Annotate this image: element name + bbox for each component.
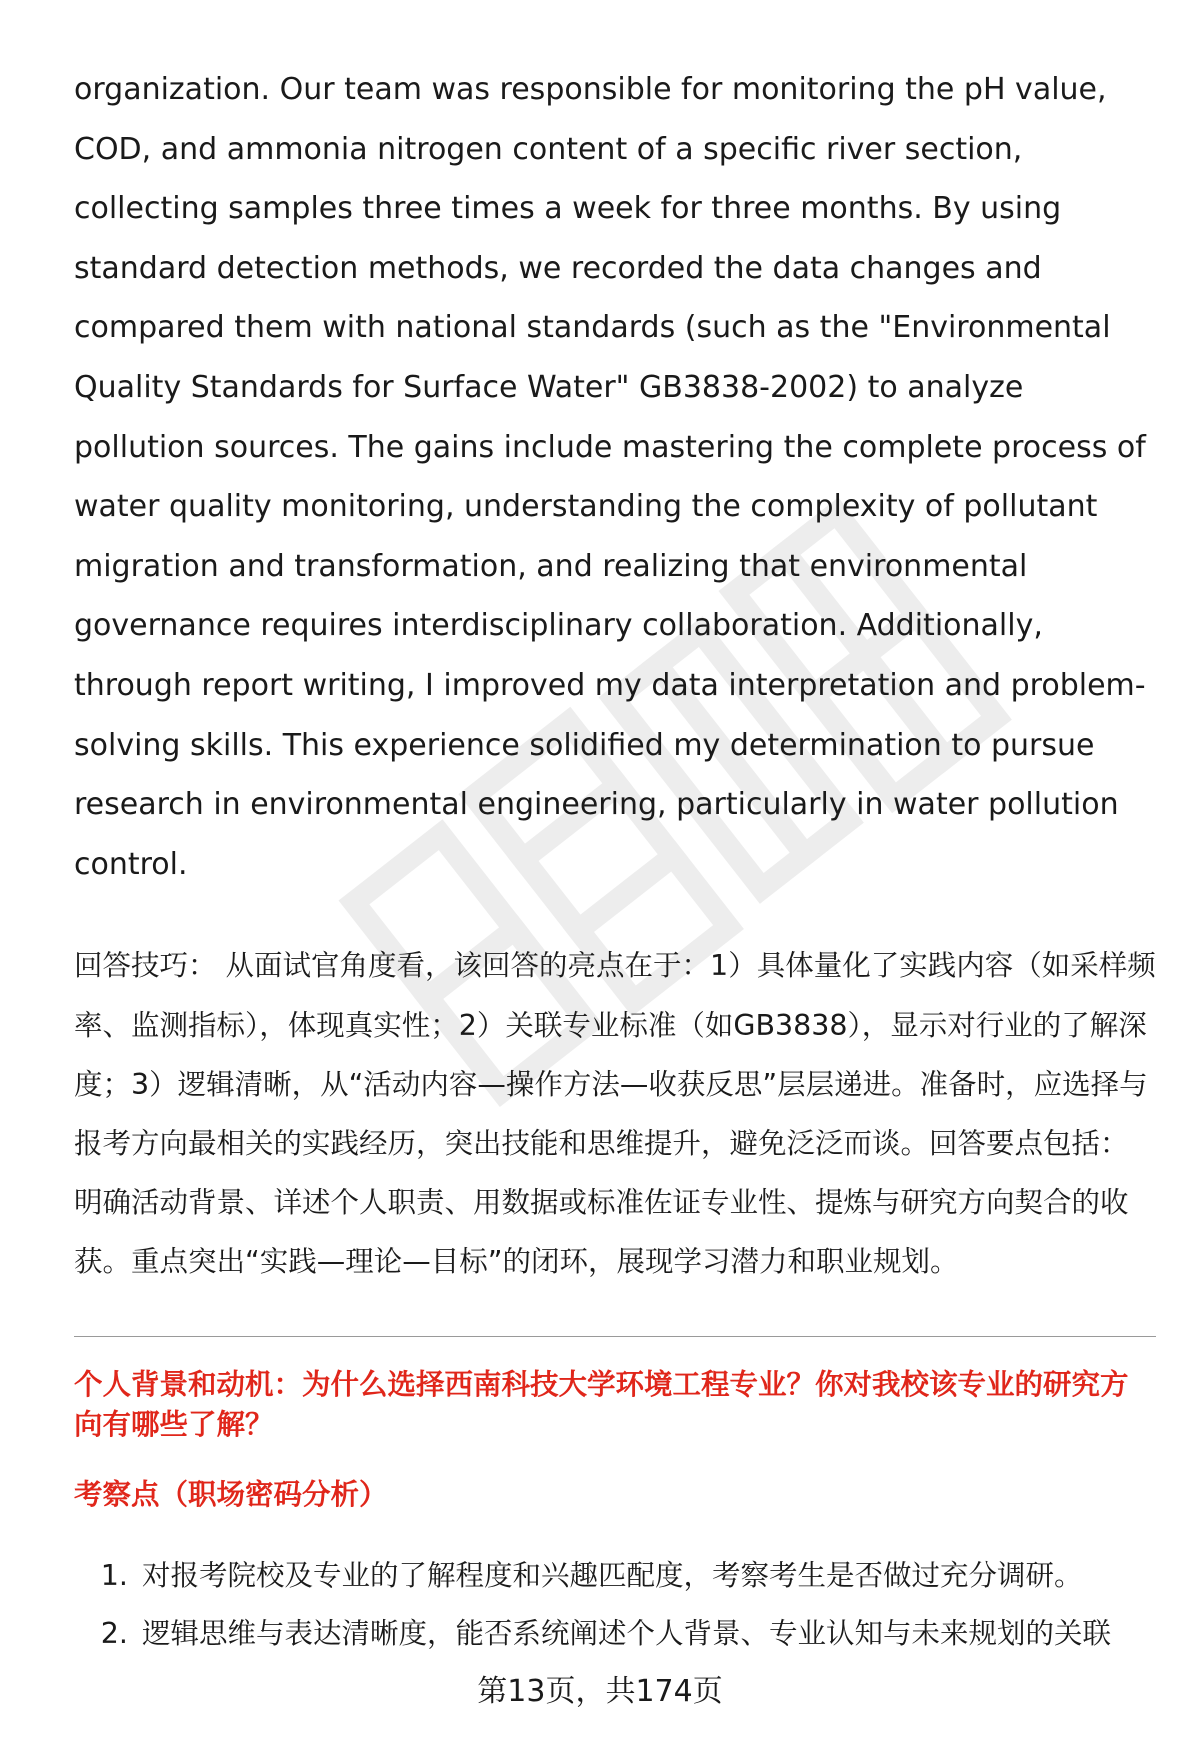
answer-tips-paragraph: 回答技巧： 从面试官角度看，该回答的亮点在于：1）具体量化了实践内容（如采样频率、监测指标），体现真实性；2）关联专业标准（如GB3838），显示对行业的了解深度；3）逻辑清晰，从“活动内容—操作方法—收获反思”层层递进。准备时，应选择与报考方向最相关的实践经历，突出技能和思维提升，避免泛泛而谈。回答要点包括：明确活动背景、详述个人职责、用数据或标准佐证专业性、提炼与研究方向契合的收获。重点突出“实践—理论—目标”的闭环，展现学习潜力和职业规划。 — [74, 949, 1156, 1279]
section-heading: 考察点（职场密码分析） — [74, 1477, 388, 1511]
list-item-text: 逻辑思维与表达清晰度，能否系统阐述个人背景、专业认知与未来规划的关联 — [142, 1616, 1112, 1650]
list-item — [74, 1547, 1156, 1605]
answer-paragraph-english: organization. Our team was responsible for monitoring the pH value, COD, and ammonia nitrogen content of a specific river section, collecting samples three times a week for three months. By using standard detection methods, we recorded the data changes and compared them with national standards (such as the "Environmental Quality Standards for Surface Water" GB3838-2002) to analyze pollution sources. The gains include mastering the complete process of water quality monitoring, understanding the complexity of pollutant migration and transformation, and realizing that environmental governance requires interdisciplinary collaboration. Additionally, through report writing, I improved my data interpretation and problem-solving skills. This experience solidified my determination to pursue research in environmental engineering, particularly in water pollution control. — [74, 72, 1146, 882]
list-item-text: 对报考院校及专业的了解程度和兴趣匹配度，考察考生是否做过充分调研。 — [142, 1558, 1083, 1592]
page-number-footer: 第13页，共174页 — [477, 1674, 723, 1709]
list-item-number: 2. — [100, 1616, 128, 1650]
list-item — [74, 1605, 1156, 1663]
section-divider — [74, 1336, 1156, 1337]
assessment-points-list — [74, 1547, 1156, 1663]
question-title: 个人背景和动机：为什么选择西南科技大学环境工程专业？你对我校该专业的研究方向有哪些了解？ — [74, 1367, 1129, 1441]
document-page — [74, 60, 1156, 1663]
list-item-number: 1. — [100, 1558, 128, 1592]
